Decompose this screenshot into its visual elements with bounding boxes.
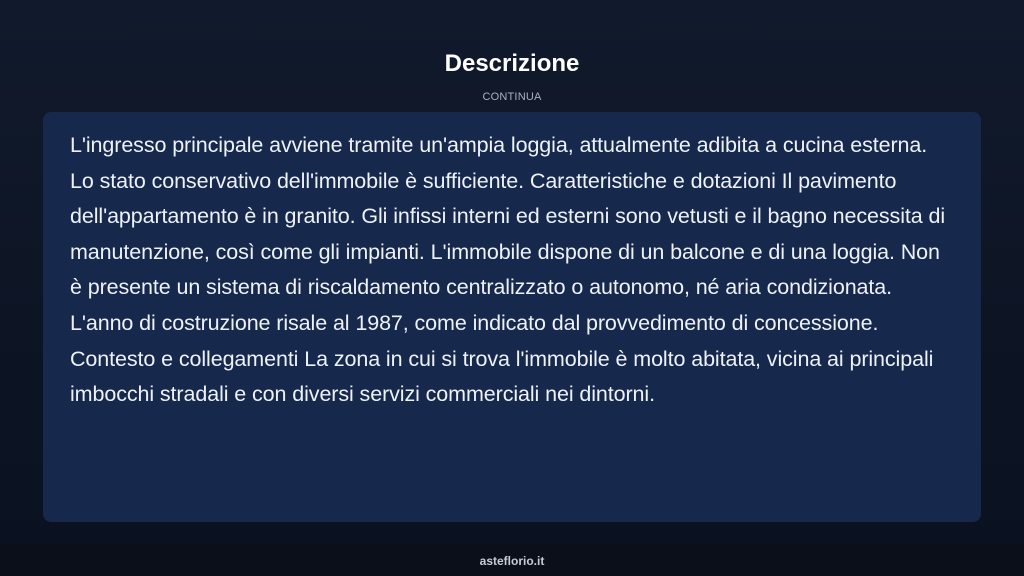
page-title: Descrizione [444, 50, 580, 77]
continua-label: CONTINUA [482, 91, 542, 103]
footer-bar [0, 544, 1024, 576]
description-card [43, 112, 981, 522]
site-name: asteflorio.it [479, 554, 545, 568]
description-text: L'ingresso principale avviene tramite un'ampia loggia, attualmente adibita a cucina esterna. Lo stato conservativo dell'immobile è sufficiente. Caratteristiche e dotazioni Il pavimento dell'appartamento è in granito. Gli infissi interni ed esterni sono vetusti e il bagno necessita di manutenzione, così come gli impianti. L'immobile dispone di un balcone e di una loggia. Non è presente un sistema di riscaldamento centralizzato o autonomo, né aria condizionata. L'anno di costruzione risale al 1987, come indicato dal provvedimento di concessione. Contesto e collegamenti La zona in cui si trova l'immobile è molto abitata, vicina ai principali imbocchi stradali e con diversi servizi commerciali nei dintorni. [70, 133, 946, 407]
